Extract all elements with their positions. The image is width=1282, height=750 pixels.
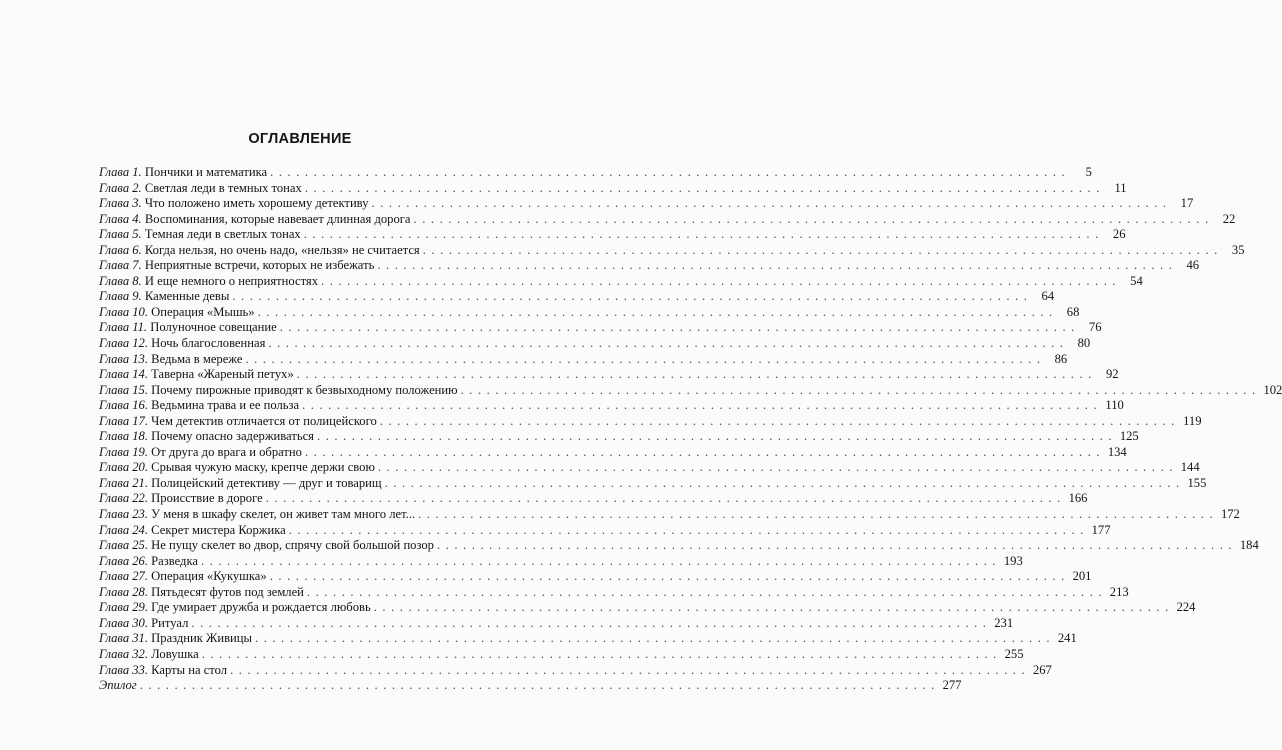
page-number: 155 xyxy=(1187,475,1207,490)
chapter-label: Глава 33. xyxy=(99,662,149,677)
chapter-label: Глава 14. xyxy=(99,367,149,382)
chapter-title: Карты на стол xyxy=(151,662,228,677)
dot-leader xyxy=(302,398,1098,414)
page-number: 144 xyxy=(1180,460,1200,475)
chapter-title: Операция «Кукушка» xyxy=(151,569,267,584)
dot-leader xyxy=(266,491,1062,507)
page-number: 231 xyxy=(994,615,1014,630)
page-number: 184 xyxy=(1239,538,1259,553)
chapter-label: Эпилог xyxy=(99,678,137,693)
toc-entry-text xyxy=(99,647,199,663)
toc-entry-text xyxy=(99,538,434,554)
chapter-label: Глава 24. xyxy=(99,522,149,537)
toc-entry-text xyxy=(99,165,267,181)
toc-entry-text xyxy=(99,523,286,539)
toc-entry xyxy=(99,646,1024,663)
chapter-label: Глава 20. xyxy=(99,460,149,475)
toc-entry xyxy=(99,227,1126,243)
toc-entry xyxy=(99,367,1119,383)
toc-entry-text xyxy=(99,491,263,507)
chapter-label: Глава 30. xyxy=(99,615,149,630)
toc-entry xyxy=(99,662,1052,679)
toc-entry-text xyxy=(99,678,137,694)
dot-leader xyxy=(461,383,1257,399)
page-number: 76 xyxy=(1088,320,1102,335)
page-number: 35 xyxy=(1231,242,1245,257)
page-number: 92 xyxy=(1105,367,1119,382)
toc-entry-text xyxy=(99,258,374,274)
toc-entry-text xyxy=(99,196,369,212)
toc-entry-text xyxy=(99,320,277,336)
chapter-title: Каменные девы xyxy=(144,289,230,304)
dot-leader xyxy=(305,445,1101,461)
dot-leader xyxy=(268,336,1064,352)
chapter-label: Глава 3. xyxy=(99,196,142,211)
chapter-title: Операция «Мышь» xyxy=(151,304,255,319)
chapter-label: Глава 10. xyxy=(99,304,149,319)
toc-entry xyxy=(99,304,1080,321)
page-number: 26 xyxy=(1112,227,1126,242)
page-number: 86 xyxy=(1054,351,1068,366)
toc-entry-text xyxy=(99,460,375,476)
chapter-title: Происствие в дороге xyxy=(151,491,263,506)
chapter-label: Глава 21. xyxy=(99,475,149,490)
chapter-label: Глава 11. xyxy=(99,320,148,335)
page-number: 277 xyxy=(942,678,962,693)
chapter-label: Глава 29. xyxy=(99,600,149,615)
chapter-label: Глава 31. xyxy=(99,631,149,646)
toc-entry xyxy=(99,351,1068,368)
toc-entry xyxy=(99,444,1127,461)
chapter-label: Глава 2. xyxy=(99,180,142,195)
toc-entry-text xyxy=(99,352,242,368)
toc-entry-text xyxy=(99,181,302,197)
chapter-label: Глава 12. xyxy=(99,336,149,351)
dot-leader xyxy=(304,227,1100,243)
chapter-title: Почему пирожные приводят к безвыходному положению xyxy=(151,382,458,397)
toc-entry xyxy=(99,475,1207,492)
page-number: 193 xyxy=(1003,553,1023,568)
toc-entry-text xyxy=(99,631,252,647)
chapter-title: От друга до врага и обратно xyxy=(151,444,302,459)
chapter-title: Срывая чужую маску, крепче держи свою xyxy=(151,460,375,475)
chapter-label: Глава 15. xyxy=(99,382,149,397)
chapter-title: Полицейский детективу — друг и товарищ xyxy=(151,475,382,490)
chapter-label: Глава 32. xyxy=(99,646,149,661)
page-number: 172 xyxy=(1220,507,1240,522)
toc-entry xyxy=(99,398,1124,414)
chapter-title: Неприятные встречи, которых не избежать xyxy=(144,258,375,273)
dot-leader xyxy=(418,507,1214,523)
toc-entry-text xyxy=(99,585,304,601)
toc-entry xyxy=(99,382,1282,399)
toc-entry-text xyxy=(99,398,299,414)
chapter-title: Светлая леди в темных тонах xyxy=(144,180,302,195)
dot-leader xyxy=(191,616,987,632)
toc-entry-text xyxy=(99,274,318,290)
page-title: ОГЛАВЛЕНИЕ xyxy=(248,131,352,147)
chapter-title: Ведьмина трава и ее польза xyxy=(151,398,300,413)
toc-entry xyxy=(99,678,962,694)
page-number: 166 xyxy=(1068,491,1088,506)
chapter-label: Глава 8. xyxy=(99,273,142,288)
chapter-label: Глава 16. xyxy=(99,398,149,413)
toc-entry-text xyxy=(99,227,301,243)
chapter-label: Глава 17. xyxy=(99,413,149,428)
page-number: 80 xyxy=(1077,336,1091,351)
toc-entry-text xyxy=(99,600,371,616)
chapter-title: Секрет мистера Коржика xyxy=(151,522,286,537)
chapter-title: Где умирает дружба и рождается любовь xyxy=(151,600,371,615)
page-number: 102 xyxy=(1263,382,1282,397)
dot-leader xyxy=(372,196,1168,212)
chapter-title: Почему опасно задерживаться xyxy=(151,429,314,444)
toc-entry-text xyxy=(99,243,420,259)
page-number: 54 xyxy=(1130,273,1143,288)
chapter-title: Темная леди в светлых тонах xyxy=(144,227,301,242)
dot-leader xyxy=(270,165,1066,181)
dot-leader xyxy=(140,678,936,694)
chapter-title: Ловушка xyxy=(151,646,199,661)
dot-leader xyxy=(230,663,1026,679)
dot-leader xyxy=(289,523,1085,539)
dot-leader xyxy=(270,569,1066,585)
chapter-title: Воспоминания, которые навевает длинная дорога xyxy=(144,211,411,226)
toc-entry xyxy=(99,196,1194,212)
toc-entry xyxy=(99,507,1240,523)
toc-entry-text xyxy=(99,414,377,430)
toc-entry xyxy=(99,538,1259,554)
toc-entry-text xyxy=(99,429,314,445)
table-of-contents xyxy=(99,165,1282,694)
page-number: 119 xyxy=(1183,413,1202,428)
chapter-title: Ведьма в мереже xyxy=(151,351,243,366)
page-number: 177 xyxy=(1091,522,1111,537)
chapter-label: Глава 6. xyxy=(99,242,142,257)
chapter-label: Глава 19. xyxy=(99,444,149,459)
chapter-title: Ритуал xyxy=(151,615,189,630)
toc-entry-text xyxy=(99,616,188,632)
chapter-title: Пончики и математика xyxy=(144,165,268,179)
toc-entry-text xyxy=(99,305,255,321)
chapter-title: Полуночное совещание xyxy=(150,320,277,335)
chapter-label: Глава 4. xyxy=(99,211,142,226)
toc-entry-text xyxy=(99,212,411,228)
dot-leader xyxy=(297,367,1093,383)
dot-leader xyxy=(201,554,997,570)
toc-entry-text xyxy=(99,289,229,305)
chapter-title: Когда нельзя, но очень надо, «нельзя» не считается xyxy=(144,242,420,257)
dot-leader xyxy=(245,352,1041,368)
toc-entry xyxy=(99,336,1091,352)
toc-entry xyxy=(99,460,1200,476)
toc-entry-text xyxy=(99,336,265,352)
chapter-label: Глава 26. xyxy=(99,553,149,568)
chapter-label: Глава 25. xyxy=(99,538,149,553)
chapter-title: И еще немного о неприятностях xyxy=(144,273,318,288)
page-number: 224 xyxy=(1176,600,1196,615)
dot-leader xyxy=(255,631,1051,647)
dot-leader xyxy=(377,258,1173,274)
page-number: 267 xyxy=(1032,662,1052,677)
page-number: 46 xyxy=(1186,258,1200,273)
chapter-title: Чем детектив отличается от полицейского xyxy=(151,413,377,428)
chapter-label: Глава 1. xyxy=(99,165,142,179)
toc-entry xyxy=(99,320,1102,336)
dot-leader xyxy=(385,476,1181,492)
dot-leader xyxy=(378,460,1174,476)
page-number: 110 xyxy=(1105,398,1124,413)
chapter-label: Глава 27. xyxy=(99,569,149,584)
chapter-label: Глава 18. xyxy=(99,429,149,444)
chapter-label: Глава 9. xyxy=(99,289,142,304)
toc-entry xyxy=(99,258,1200,274)
toc-entry xyxy=(99,553,1023,570)
page-number: 201 xyxy=(1072,569,1092,584)
chapter-title: Праздник Живицы xyxy=(151,631,252,646)
page-number: 64 xyxy=(1041,289,1055,304)
toc-entry xyxy=(99,165,1092,181)
page-number: 125 xyxy=(1119,429,1139,444)
chapter-label: Глава 13. xyxy=(99,351,149,366)
page-number: 241 xyxy=(1057,631,1077,646)
chapter-title: У меня в шкафу скелет, он живет там много лет... xyxy=(151,507,416,522)
page-number: 255 xyxy=(1004,646,1024,661)
dot-leader xyxy=(232,289,1028,305)
toc-entry-text xyxy=(99,554,198,570)
dot-leader xyxy=(307,585,1103,601)
dot-leader xyxy=(305,181,1101,197)
toc-entry xyxy=(99,211,1236,228)
toc-entry xyxy=(99,273,1143,290)
dot-leader xyxy=(317,429,1113,445)
chapter-title: Пятьдесят футов под землей xyxy=(151,584,304,599)
chapter-title: Что положено иметь хорошему детективу xyxy=(144,196,369,211)
chapter-title: Не пущу скелет во двор, спрячу свой большой позор xyxy=(151,538,434,553)
toc-entry-text xyxy=(99,383,458,399)
dot-leader xyxy=(202,647,998,663)
page-number: 134 xyxy=(1107,444,1127,459)
toc-entry-text xyxy=(99,476,382,492)
toc-entry xyxy=(99,569,1092,585)
dot-leader xyxy=(380,414,1176,430)
toc-entry-text xyxy=(99,367,294,383)
page-number: 68 xyxy=(1066,304,1080,319)
toc-entry-text xyxy=(99,445,302,461)
dot-leader xyxy=(374,600,1170,616)
page-number: 213 xyxy=(1109,584,1129,599)
chapter-label: Глава 23. xyxy=(99,507,149,522)
dot-leader xyxy=(258,305,1054,321)
toc-entry xyxy=(99,289,1055,305)
chapter-title: Ночь благословенная xyxy=(151,336,266,351)
dot-leader xyxy=(321,274,1117,290)
toc-entry xyxy=(99,522,1111,539)
dot-leader xyxy=(437,538,1233,554)
toc-entry xyxy=(99,584,1129,601)
dot-leader xyxy=(280,320,1076,336)
dot-leader xyxy=(414,212,1210,228)
toc-entry xyxy=(99,491,1088,507)
toc-entry xyxy=(99,180,1127,197)
toc-entry xyxy=(99,242,1245,259)
toc-entry-text xyxy=(99,507,415,523)
dot-leader xyxy=(423,243,1219,259)
chapter-label: Глава 7. xyxy=(99,258,142,273)
chapter-label: Глава 28. xyxy=(99,584,149,599)
chapter-title: Разведка xyxy=(151,553,198,568)
page-number: 17 xyxy=(1180,196,1194,211)
page-number: 22 xyxy=(1222,211,1236,226)
toc-entry xyxy=(99,631,1077,647)
page-number: 5 xyxy=(1085,165,1092,179)
page-number: 11 xyxy=(1114,180,1127,195)
chapter-title: Таверна «Жареный петух» xyxy=(151,367,294,382)
chapter-label: Глава 5. xyxy=(99,227,142,242)
chapter-label: Глава 22. xyxy=(99,491,149,506)
toc-entry xyxy=(99,615,1014,632)
toc-entry xyxy=(99,429,1139,445)
toc-entry-text xyxy=(99,663,227,679)
toc-entry xyxy=(99,600,1196,616)
toc-entry xyxy=(99,413,1202,430)
toc-entry-text xyxy=(99,569,267,585)
